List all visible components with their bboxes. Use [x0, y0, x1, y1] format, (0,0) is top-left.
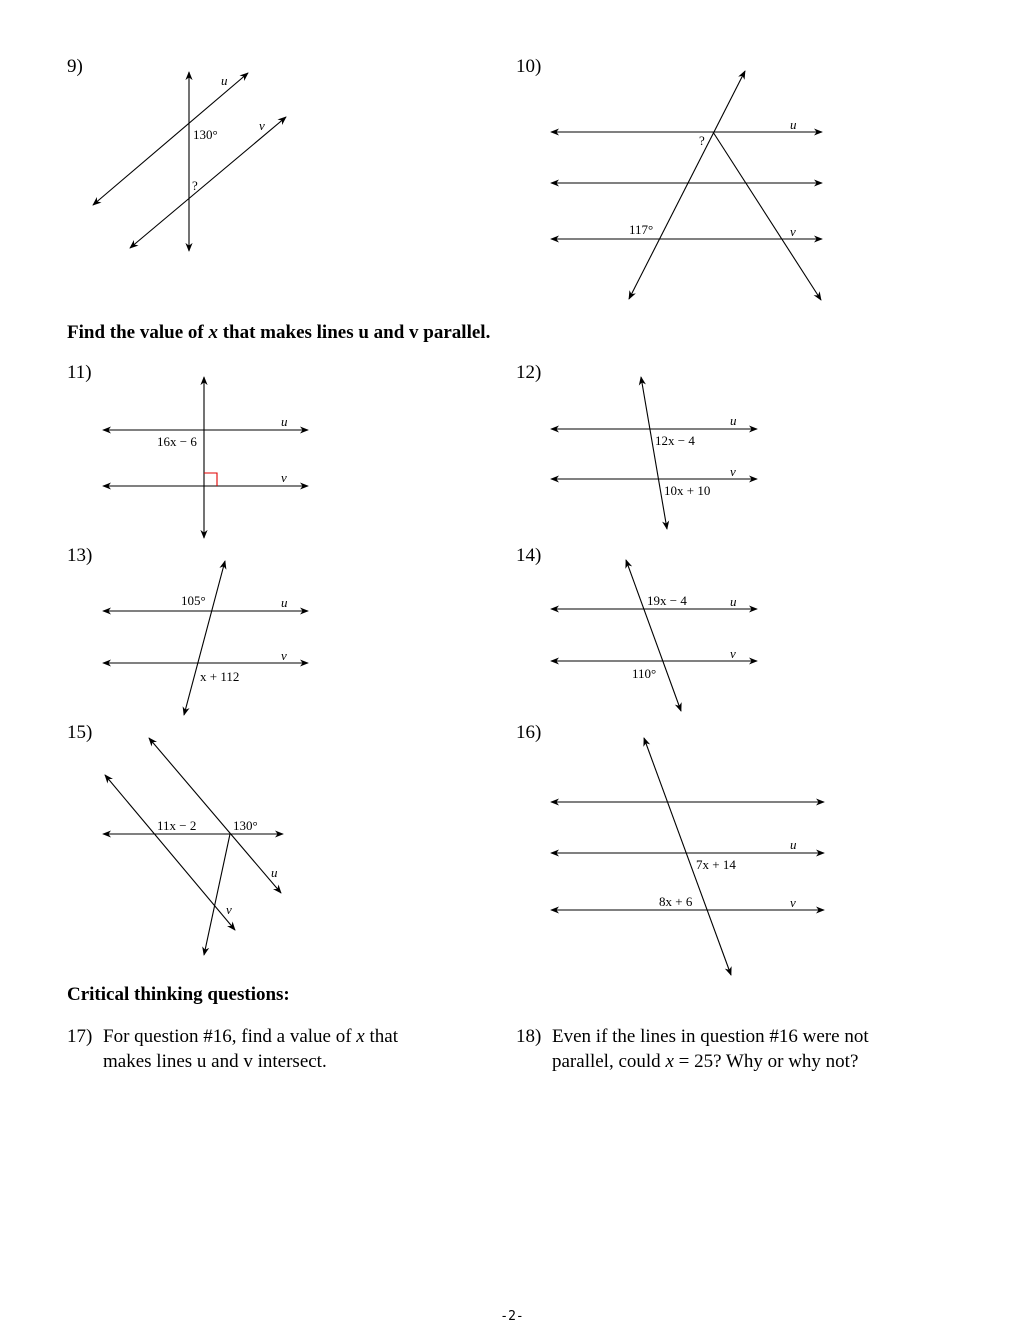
label-line-v: v: [790, 224, 796, 239]
figure-9: [93, 72, 286, 251]
problem-number-14: 14): [516, 545, 542, 566]
label-line-v: v: [259, 118, 265, 133]
problem-number-9: 9): [67, 56, 83, 77]
expression-label: x + 112: [200, 669, 240, 684]
label-line-v: v: [790, 895, 796, 910]
problem-number-15: 15): [67, 722, 93, 743]
unknown-angle-label: ?: [699, 133, 705, 148]
label-line-u: u: [730, 413, 737, 428]
problem-number-12: 12): [516, 362, 542, 383]
label-line-u: u: [281, 595, 288, 610]
label-line-u: u: [271, 865, 278, 880]
page-number: -2-: [500, 1309, 524, 1324]
problem-number-11: 11): [67, 362, 92, 383]
figure-13: [103, 561, 308, 715]
unknown-angle-label: ?: [192, 178, 198, 193]
section-heading-critical: Critical thinking questions:: [67, 984, 290, 1005]
problem-number-13: 13): [67, 545, 93, 566]
label-line-v: v: [730, 646, 736, 661]
transversal-left: [629, 71, 745, 299]
right-angle-mark: [204, 473, 217, 486]
expression-label-b: 8x + 6: [659, 894, 693, 909]
angle-label: 105°: [181, 593, 206, 608]
section-heading-parallel: Find the value of x that makes lines u and v parallel.: [67, 322, 491, 343]
label-line-v: v: [281, 648, 287, 663]
transversal-line: [641, 377, 667, 529]
question-18-line1: Even if the lines in question #16 were not: [552, 1026, 869, 1047]
expression-label: 19x − 4: [647, 593, 687, 608]
label-line-u: u: [730, 594, 737, 609]
angle-label: 130°: [233, 818, 258, 833]
figure-16: [551, 738, 824, 975]
angle-label: 110°: [632, 666, 657, 681]
expression-label-a: 7x + 14: [696, 857, 736, 872]
line-u: [149, 738, 281, 893]
transversal-line: [626, 560, 681, 711]
figure-10: [551, 71, 822, 300]
figure-15: [103, 738, 283, 955]
problem-number-10: 10): [516, 56, 542, 77]
question-18-number: 18): [516, 1026, 542, 1047]
question-17-line1: For question #16, find a value of x that: [103, 1026, 398, 1047]
figure-11: [103, 377, 308, 538]
label-line-u: u: [221, 73, 228, 88]
expression-label-a: 12x − 4: [655, 433, 695, 448]
label-line-u: u: [790, 117, 797, 132]
label-line-u: u: [281, 414, 288, 429]
figure-12: [551, 377, 757, 529]
label-line-v: v: [730, 464, 736, 479]
angle-label: 117°: [629, 222, 654, 237]
figure-14: [551, 560, 757, 711]
label-line-v: v: [226, 902, 232, 917]
line-u: [93, 73, 248, 205]
expression-label-b: 10x + 10: [664, 483, 711, 498]
problem-number-16: 16): [516, 722, 542, 743]
angle-label: 130°: [193, 127, 218, 142]
transversal-right: [713, 132, 821, 300]
question-17-number: 17): [67, 1026, 93, 1047]
line-v: [105, 775, 235, 930]
question-17-line2: makes lines u and v intersect.: [103, 1051, 327, 1072]
label-line-v: v: [281, 470, 287, 485]
transversal-down: [204, 834, 230, 955]
expression-label: 11x − 2: [157, 818, 197, 833]
question-18-line2: parallel, could x = 25? Why or why not?: [552, 1051, 859, 1072]
label-line-u: u: [790, 837, 797, 852]
expression-label: 16x − 6: [157, 434, 197, 449]
transversal-line: [184, 561, 225, 715]
